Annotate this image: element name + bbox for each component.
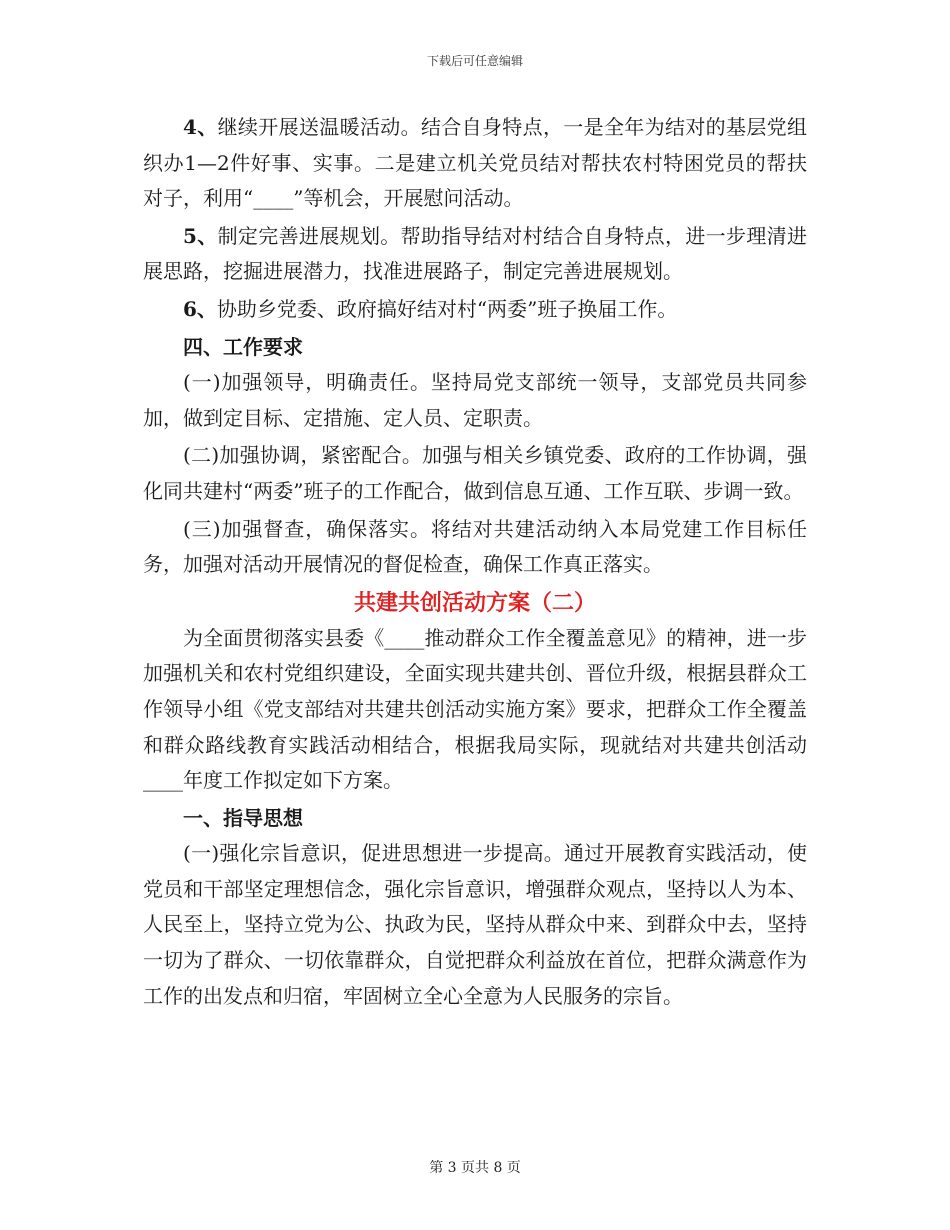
requirement-paragraph: (二)加强协调，紧密配合。加强与相关乡镇党委、政府的工作协调，强化同共建村“两委”班子的工作配合，做到信息互通、工作互联、步调一致。 [143,443,807,503]
requirement-paragraph: (一)加强领导，明确责任。坚持局党支部统一领导，支部党员共同参加，做到定目标、定措施、定人员、定职责。 [143,370,807,430]
guiding-thought-paragraph: (一)强化宗旨意识，促进思想进一步提高。通过开展教育实践活动，使党员和干部坚定理想信念，强化宗旨意识，增强群众观点，坚持以人为本、人民至上，坚持立党为公、执政为民，坚持从群众中来、到群众中去，坚持一切为了群众、一切依靠群众，自觉把群众利益放在首位，把群众满意作为工作的出发点和归宿，牢固树立全心全意为人民服务的宗旨。 [143,841,807,1008]
list-item-4 [143,110,807,217]
section-heading-work-requirements: 四、工作要求 [183,334,303,359]
page-footer: 第 3 页共 8 页 [429,1160,521,1176]
document-body [143,110,807,1014]
item-text: 继续开展送温暖活动。结合自身特点，一是全年为结对的基层党组织办1—2件好事、实事。二是建立机关党员结对帮扶农村特困党员的帮扶对子，利用“____”等机会，开展慰问活动。 [143,115,807,211]
section-heading-guiding-thought: 一、指导思想 [183,805,303,830]
item-number: 6、 [183,296,217,321]
list-item-5 [143,219,807,290]
page-header: 下载后可任意编辑 [426,54,523,68]
item-number: 5、 [183,223,218,248]
item-text: 协助乡党委、政府搞好结对村“两委”班子换届工作。 [216,296,678,321]
item-text: 制定完善进展规划。帮助指导结对村结合自身特点，进一步理清进展思路，挖掘进展潜力，找准进展路子，制定完善进展规划。 [143,223,807,284]
intro-paragraph: 为全面贯彻落实县委《____推动群众工作全覆盖意见》的精神，进一步加强机关和农村党组织建设，全面实现共建共创、晋位升级，根据县群众工作领导小组《党支部结对共建共创活动实施方案》要求，把群众工作全覆盖和群众路线教育实践活动相结合，根据我局实际，现就结对共建共创活动____年度工作拟定如下方案。 [143,625,807,793]
document-title: 共建共创活动方案（二） [353,589,596,616]
item-number: 4、 [183,115,218,139]
requirement-paragraph: (三)加强督查，确保落实。将结对共建活动纳入本局党建工作目标任务，加强对活动开展情况的督促检查，确保工作真正落实。 [143,516,807,577]
list-item-6 [143,292,807,328]
